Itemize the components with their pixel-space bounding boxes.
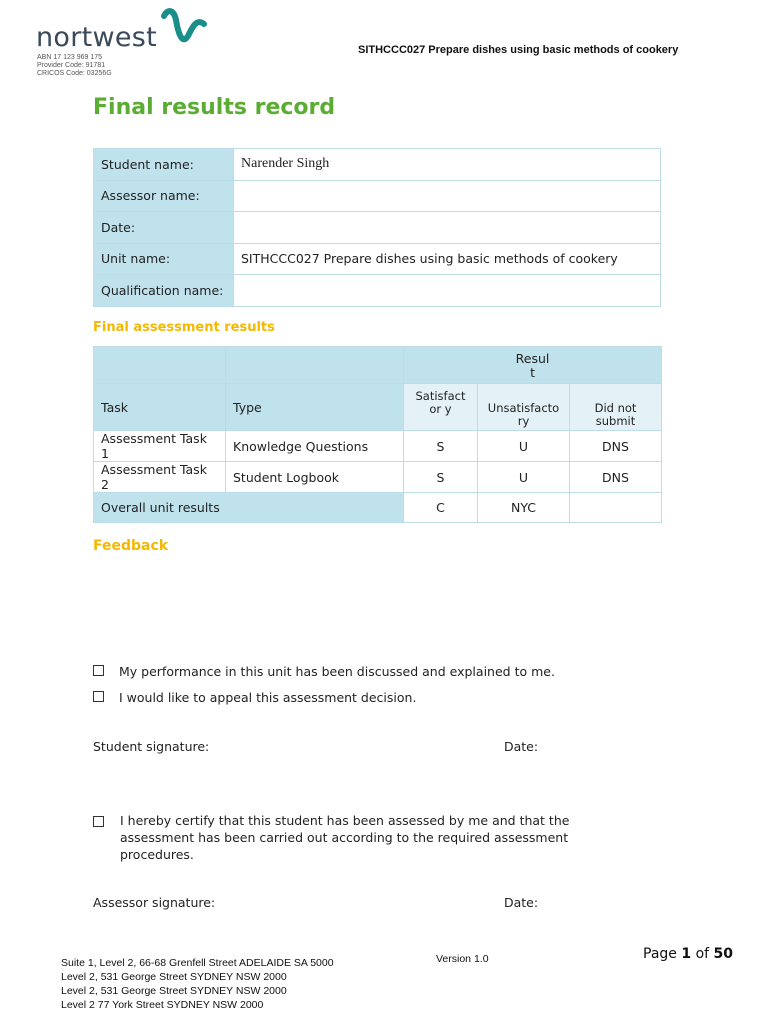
cricos-code-text: CRICOS Code: 03256G <box>37 70 112 77</box>
version-text: Version 1.0 <box>436 953 489 965</box>
result-header-line2: t <box>530 365 535 380</box>
student-name-label: Student name: <box>94 149 234 181</box>
unsatisfactory-cell[interactable]: U <box>478 462 570 493</box>
table-row <box>94 243 661 275</box>
results-section-title: Final assessment results <box>93 320 275 335</box>
type-cell: Knowledge Questions <box>226 431 404 462</box>
checkbox-icon[interactable] <box>93 816 104 827</box>
page-number: Page 1 of 50 <box>643 946 733 962</box>
footer-address-1: Suite 1, Level 2, 66-68 Grenfell Street ADELAIDE SA 5000 <box>61 957 334 969</box>
footer-address-3: Level 2, 531 George Street SYDNEY NSW 2000 <box>61 985 287 997</box>
student-date-label: Date: <box>504 739 539 754</box>
page-title: Final results record <box>93 95 336 120</box>
overall-not-yet-competent-cell[interactable]: NYC <box>478 493 570 523</box>
result-header-line1: Resul <box>515 351 550 366</box>
discussed-checkbox-row[interactable] <box>93 664 555 679</box>
feedback-title: Feedback <box>93 538 169 554</box>
checkbox-icon[interactable] <box>93 665 104 676</box>
qualification-name-label: Qualification name: <box>94 275 234 307</box>
student-details-table <box>93 148 661 307</box>
table-row <box>94 180 661 212</box>
table-row <box>94 212 661 244</box>
assessor-name-label: Assessor name: <box>94 180 234 212</box>
unit-name-field[interactable]: SITHCCC027 Prepare dishes using basic methods of cookery <box>234 243 661 275</box>
task-cell: Assessment Task 2 <box>94 462 226 493</box>
table-row <box>94 347 662 384</box>
table-row <box>94 462 662 493</box>
did-not-submit-header: Did not submit <box>570 384 662 431</box>
did-not-submit-cell[interactable]: DNS <box>570 431 662 462</box>
unit-name-label: Unit name: <box>94 243 234 275</box>
assessor-certify-label: I hereby certify that this student has been assessed by me and that the assessment has been carried out according to the required assessment procedures. <box>120 813 570 862</box>
date-field[interactable] <box>234 212 661 244</box>
table-row <box>94 493 662 523</box>
date-label: Date: <box>94 212 234 244</box>
overall-results-label: Overall unit results <box>94 493 404 523</box>
assessor-signature-label: Assessor signature: <box>93 895 216 910</box>
footer-address-4: Level 2 77 York Street SYDNEY NSW 2000 <box>61 999 264 1011</box>
appeal-checkbox-row[interactable] <box>93 690 416 705</box>
assessor-certify-row[interactable] <box>93 812 620 863</box>
student-name-field[interactable]: Narender Singh <box>234 149 661 181</box>
table-row <box>94 275 661 307</box>
footer-address-2: Level 2, 531 George Street SYDNEY NSW 2000 <box>61 971 287 983</box>
appeal-checkbox-label: I would like to appeal this assessment decision. <box>119 690 417 705</box>
table-row <box>94 149 661 181</box>
results-table <box>93 346 662 523</box>
satisfactory-cell[interactable]: S <box>404 431 478 462</box>
logo-wave-icon <box>160 6 208 52</box>
table-row <box>94 431 662 462</box>
did-not-submit-cell[interactable]: DNS <box>570 462 662 493</box>
type-header: Type <box>226 384 404 431</box>
assessor-name-field[interactable] <box>234 180 661 212</box>
provider-code-text: Provider Code: 91781 <box>37 62 106 69</box>
discussed-checkbox-label: My performance in this unit has been discussed and explained to me. <box>119 664 555 679</box>
table-row <box>94 384 662 431</box>
satisfactory-cell[interactable]: S <box>404 462 478 493</box>
document-title: SITHCCC027 Prepare dishes using basic methods of cookery <box>358 44 679 56</box>
type-cell: Student Logbook <box>226 462 404 493</box>
unsatisfactory-cell[interactable]: U <box>478 431 570 462</box>
unsatisfactory-header: Unsatisfacto ry <box>478 384 570 431</box>
footer-addresses <box>61 956 334 1012</box>
overall-empty-cell <box>570 493 662 523</box>
satisfactory-header: Satisfact or y <box>404 384 478 431</box>
abn-text: ABN 17 123 969 175 <box>37 54 102 61</box>
logo-wordmark: nortwest <box>36 22 158 53</box>
task-header: Task <box>94 384 226 431</box>
checkbox-icon[interactable] <box>93 691 104 702</box>
student-signature-label: Student signature: <box>93 739 210 754</box>
assessor-date-label: Date: <box>504 895 539 910</box>
task-cell: Assessment Task 1 <box>94 431 226 462</box>
result-header <box>404 347 662 384</box>
overall-competent-cell[interactable]: C <box>404 493 478 523</box>
qualification-name-field[interactable] <box>234 275 661 307</box>
